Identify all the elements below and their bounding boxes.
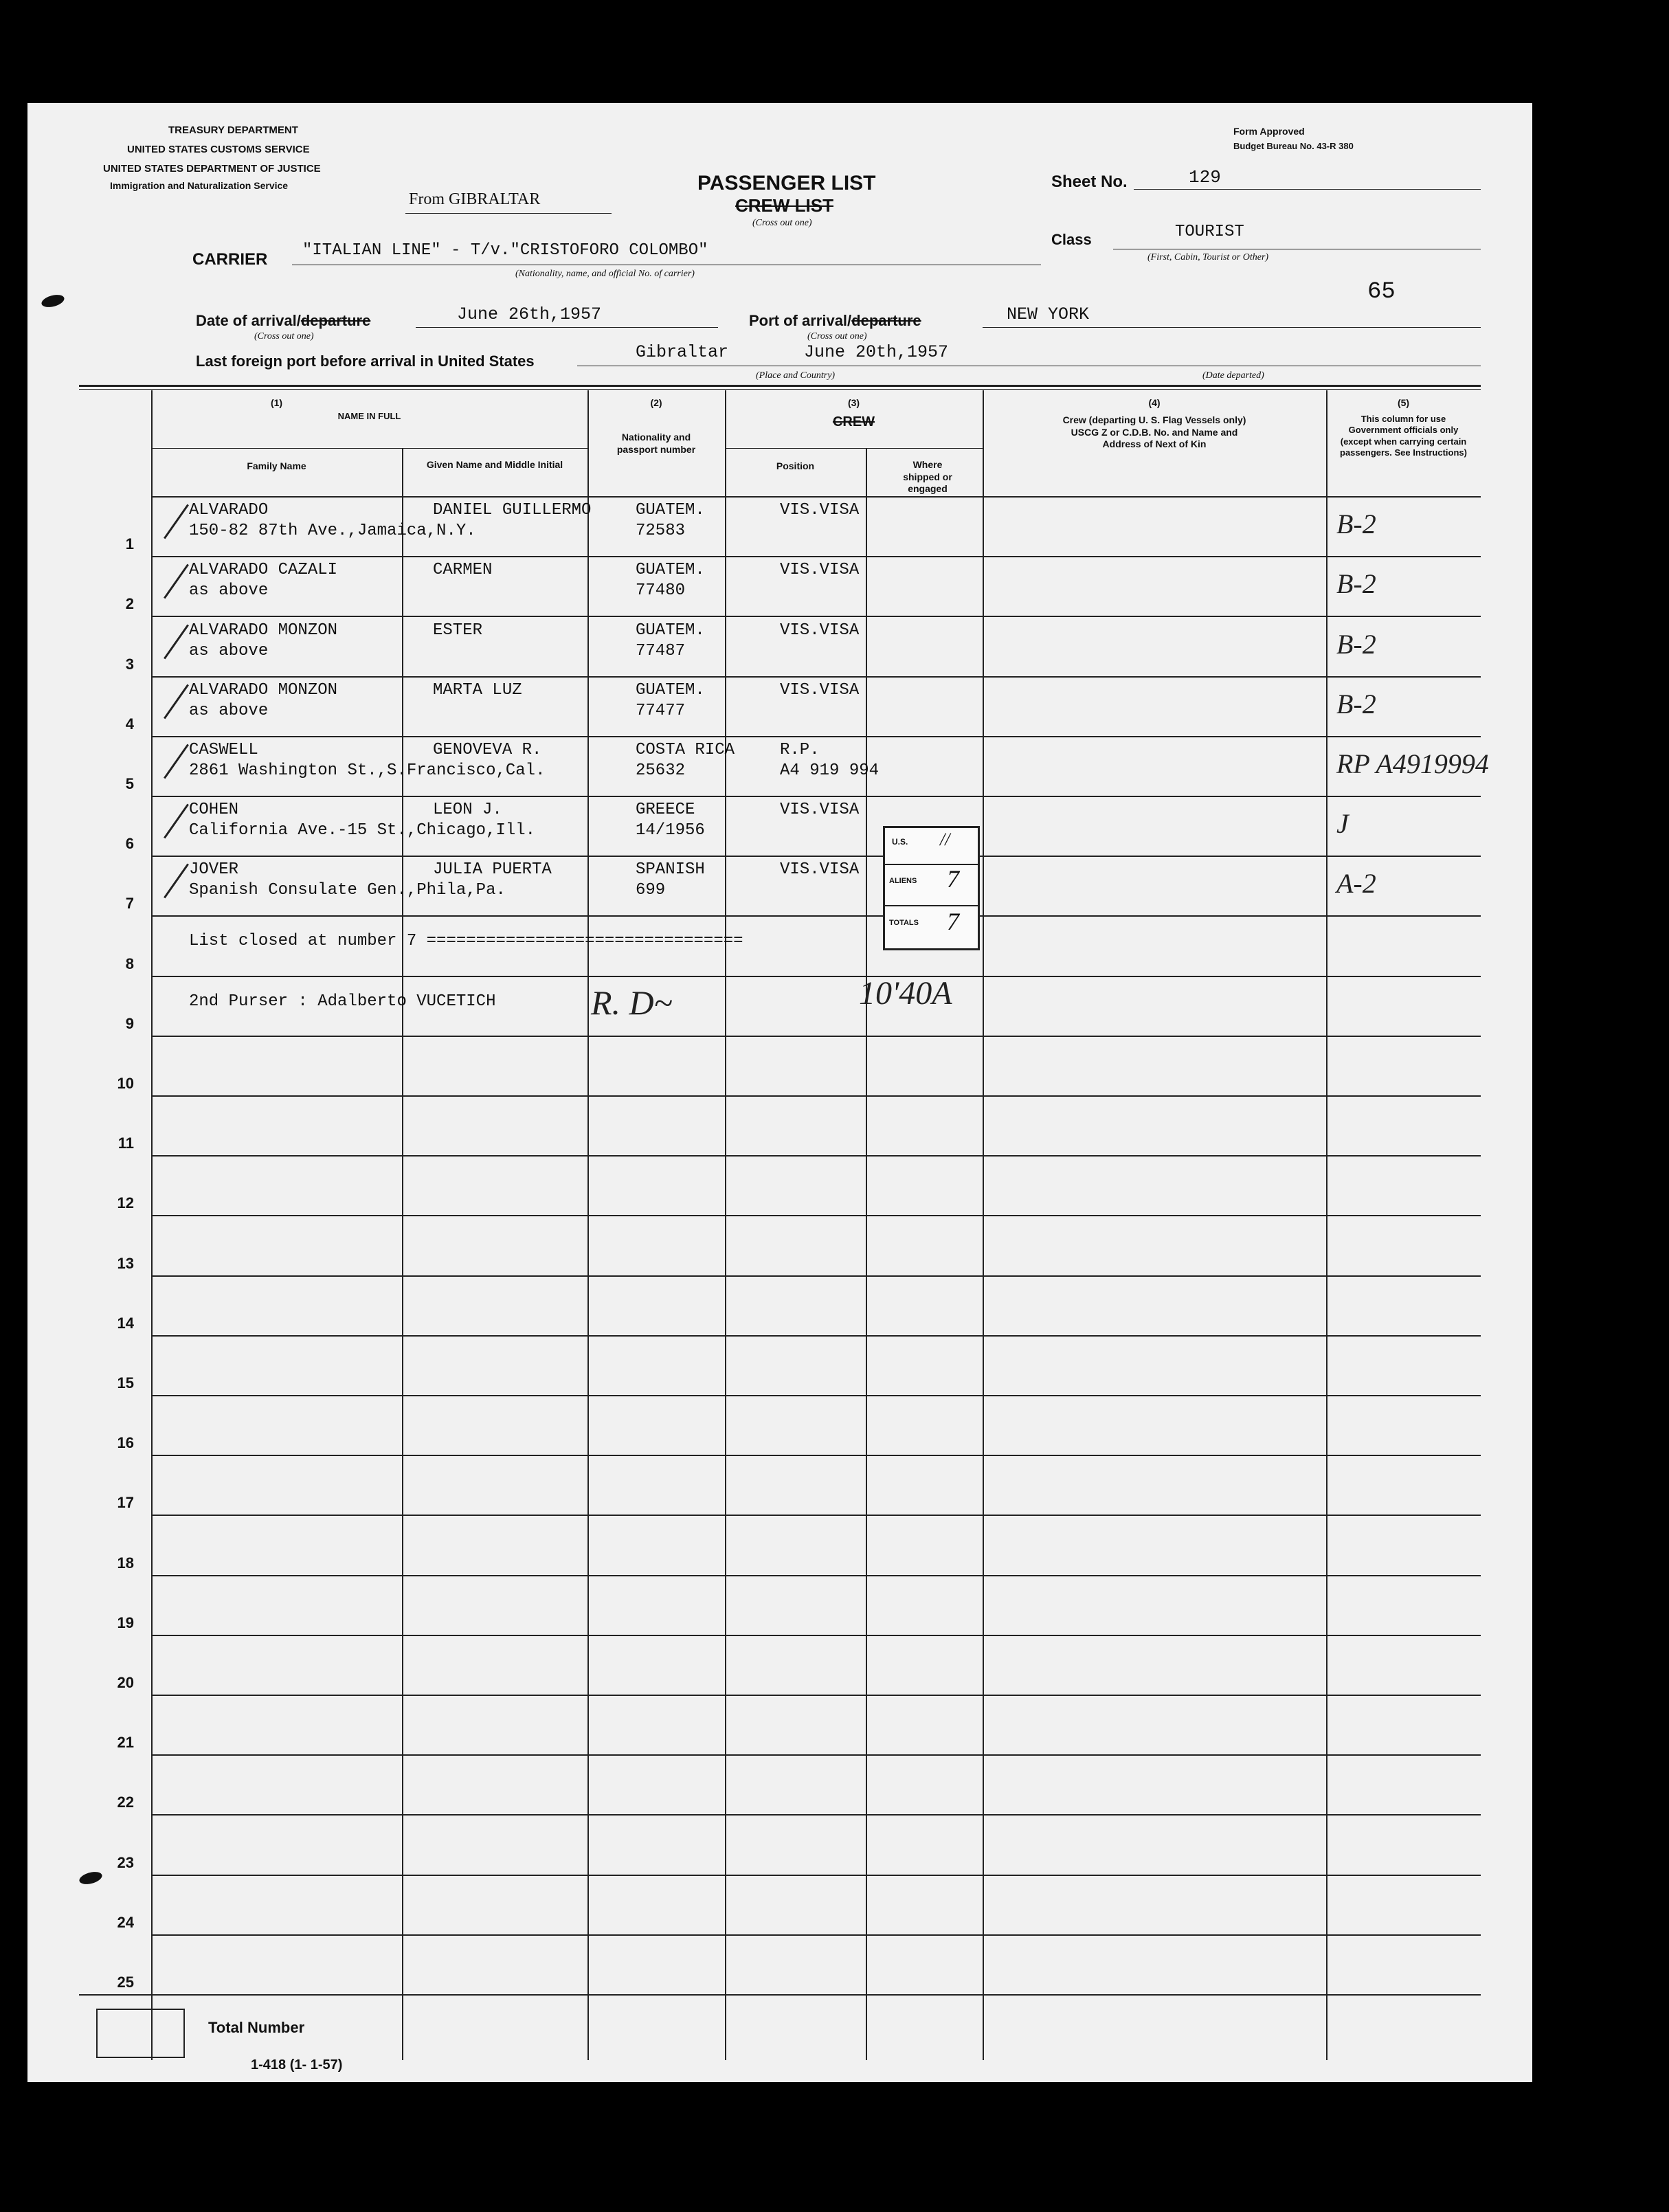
row-number: 16 — [117, 1434, 134, 1451]
port-departure-struck: departure — [851, 312, 921, 329]
row-number: 3 — [125, 656, 134, 673]
row-number: 13 — [117, 1255, 134, 1272]
arrival-stamp — [883, 826, 980, 950]
official-annotation: A-2 — [1336, 868, 1376, 899]
row-number: 19 — [117, 1614, 134, 1631]
departure-struck: departure — [300, 312, 371, 329]
time-note: 10'40A — [859, 975, 952, 1012]
official-annotation: B-2 — [1336, 629, 1376, 660]
row-divider — [151, 616, 1481, 617]
last-port-date: June 20th,1957 — [804, 342, 949, 362]
col1-number: (1) — [270, 397, 283, 408]
official-annotation: RP A4919994 — [1336, 748, 1489, 779]
page-title: PASSENGER LIST — [697, 172, 876, 194]
sheet-number: 129 — [1189, 167, 1221, 188]
family-name: JOVER — [189, 860, 239, 879]
stamp-aliens-label: ALIENS — [889, 877, 917, 885]
purser-signature: R. D~ — [591, 983, 673, 1022]
date-departed-hint: (Date departed) — [1202, 370, 1264, 381]
row-divider — [151, 1275, 1481, 1277]
total-number-label: Total Number — [208, 2019, 305, 2036]
given-name: GENOVEVA R. — [433, 741, 542, 759]
row-number: 15 — [117, 1374, 134, 1392]
purser-line: 2nd Purser : Adalberto VUCETICH — [189, 992, 496, 1011]
row-number: 1 — [125, 535, 134, 552]
sheet-label: Sheet No. — [1051, 172, 1128, 191]
address: as above — [189, 702, 269, 720]
passport-number: 25632 — [636, 761, 686, 780]
row-divider — [151, 676, 1481, 678]
family-name-head: Family Name — [247, 460, 306, 471]
family-name: ALVARADO MONZON — [189, 681, 338, 700]
row-number: 22 — [117, 1794, 134, 1811]
passport-number: 14/1956 — [636, 821, 705, 840]
stamp-us-label: U.S. — [892, 837, 908, 847]
crew-head: CREW — [832, 414, 875, 429]
col4-title: Crew (departing U. S. Flag Vessels only) USCG Z or C.D.B. No. and Name and Address of Next of Kin — [1062, 414, 1246, 449]
row-divider — [151, 856, 1481, 857]
carrier-value: "ITALIAN LINE" - T/v."CRISTOFORO COLOMBO" — [302, 241, 708, 260]
official-annotation: B-2 — [1336, 509, 1376, 539]
row-number: 11 — [117, 1135, 134, 1152]
budget-bureau: Budget Bureau No. 43-R 380 — [1233, 141, 1354, 151]
agency-line-3: UNITED STATES DEPARTMENT OF JUSTICE — [103, 163, 321, 175]
row-number: 24 — [117, 1914, 134, 1931]
check-mark — [164, 864, 189, 899]
row-number: 6 — [125, 835, 134, 852]
family-name: ALVARADO MONZON — [189, 621, 338, 640]
form-approved: Form Approved — [1233, 126, 1305, 137]
row-number: 5 — [125, 775, 134, 792]
col2-title: Nationality and passport number — [616, 432, 696, 455]
stamp-totals-value: 7 — [947, 908, 959, 935]
row-number: 9 — [125, 1015, 134, 1032]
family-name: COHEN — [189, 801, 239, 819]
margin-mark-bottom — [78, 1870, 104, 1886]
given-name: MARTA LUZ — [433, 681, 522, 700]
row-divider — [151, 1754, 1481, 1756]
position: VIS.VISA — [780, 801, 860, 819]
check-mark — [164, 564, 189, 599]
position: VIS.VISA — [780, 681, 860, 700]
col3-number: (3) — [847, 397, 860, 408]
row-divider — [151, 1395, 1481, 1396]
position: VIS.VISA — [780, 501, 860, 520]
row-divider — [151, 976, 1481, 977]
agency-line-4: Immigration and Naturalization Service — [110, 180, 289, 191]
row-divider — [151, 1575, 1481, 1576]
address: 150-82 87th Ave.,Jamaica,N.Y. — [189, 522, 476, 540]
arrival-date: June 26th,1957 — [457, 304, 602, 324]
row-number: 8 — [125, 955, 134, 972]
address: Spanish Consulate Gen.,Phila,Pa. — [189, 881, 506, 900]
official-annotation: J — [1336, 808, 1349, 839]
date-hint: (Cross out one) — [254, 331, 314, 342]
official-annotation: B-2 — [1336, 689, 1376, 719]
nationality: GREECE — [636, 801, 695, 819]
where-shipped-head: Where shipped or engaged — [903, 459, 952, 494]
last-port-value: Gibraltar — [636, 342, 729, 362]
last-port-label: Last foreign port before arrival in United States — [196, 353, 535, 370]
table-bottom — [79, 1994, 1481, 1996]
address: California Ave.-15 St.,Chicago,Ill. — [189, 821, 536, 840]
address: as above — [189, 581, 269, 600]
cross-out-hint: (Cross out one) — [752, 218, 812, 228]
row-divider — [151, 1215, 1481, 1216]
position: R.P. — [780, 741, 820, 759]
carrier-label: CARRIER — [192, 250, 268, 269]
col5-title: This column for use Government officials only (except when carrying certain passengers. See Instructions) — [1340, 414, 1467, 458]
class-value: TOURIST — [1175, 223, 1244, 241]
col2-number: (2) — [650, 397, 662, 408]
row-number: 7 — [125, 895, 134, 912]
date-label: Date of arrival/departure — [196, 312, 371, 329]
crew-list-struck: CREW LIST — [735, 195, 833, 216]
row-divider — [151, 1934, 1481, 1936]
row-divider — [151, 556, 1481, 557]
check-mark — [164, 744, 189, 779]
family-name: ALVARADO — [189, 501, 269, 520]
passport-number: 77480 — [636, 581, 686, 600]
arrival-port: NEW YORK — [1007, 304, 1090, 324]
nationality: GUATEM. — [636, 621, 705, 640]
row-number: 21 — [117, 1734, 134, 1751]
address: 2861 Washington St.,S.Francisco,Cal. — [189, 761, 546, 780]
check-mark — [164, 684, 189, 719]
row-divider — [151, 736, 1481, 737]
form-number: 1-418 (1- 1-57) — [251, 2057, 343, 2073]
passport-number: 77487 — [636, 642, 686, 660]
position: VIS.VISA — [780, 860, 860, 879]
agency-line-1: TREASURY DEPARTMENT — [168, 124, 298, 136]
margin-mark-top — [41, 293, 66, 309]
nationality: COSTA RICA — [636, 741, 735, 759]
row-number: 25 — [117, 1974, 134, 1991]
row-divider — [151, 1515, 1481, 1516]
row-number: 17 — [117, 1494, 134, 1511]
row-divider — [151, 1635, 1481, 1636]
row-divider — [151, 1335, 1481, 1337]
col1-title: NAME IN FULL — [337, 411, 401, 421]
carrier-hint: (Nationality, name, and official No. of carrier) — [515, 269, 695, 279]
total-number-box — [96, 2009, 185, 2058]
family-name: ALVARADO CAZALI — [189, 561, 338, 579]
official-annotation: B-2 — [1336, 568, 1376, 599]
page-number: 65 — [1367, 279, 1396, 305]
given-name-head: Given Name and Middle Initial — [426, 459, 563, 470]
row-number: 14 — [117, 1315, 134, 1332]
given-name: CARMEN — [433, 561, 493, 579]
row-divider — [151, 796, 1481, 797]
col4-number: (4) — [1148, 397, 1161, 408]
row-number: 12 — [117, 1194, 134, 1211]
row-number: 18 — [117, 1554, 134, 1572]
stamp-aliens-value: 7 — [947, 865, 959, 893]
position-number: A4 919 994 — [780, 761, 880, 780]
check-mark — [164, 504, 189, 539]
given-name: JULIA PUERTA — [433, 860, 552, 879]
position: VIS.VISA — [780, 621, 860, 640]
document-page — [27, 103, 1532, 2082]
given-name: ESTER — [433, 621, 483, 640]
from-port: From GIBRALTAR — [409, 190, 541, 208]
row-divider — [151, 1695, 1481, 1696]
passport-number: 699 — [636, 881, 666, 900]
row-divider — [151, 1155, 1481, 1157]
passport-number: 77477 — [636, 702, 686, 720]
list-closed-line: List closed at number 7 ================================ — [189, 932, 743, 950]
position: VIS.VISA — [780, 561, 860, 579]
given-name: LEON J. — [433, 801, 502, 819]
class-label: Class — [1051, 231, 1092, 248]
nationality: GUATEM. — [636, 501, 705, 520]
port-hint: (Cross out one) — [807, 331, 867, 342]
position-head: Position — [776, 460, 815, 471]
nationality: SPANISH — [636, 860, 705, 879]
passport-number: 72583 — [636, 522, 686, 540]
address: as above — [189, 642, 269, 660]
row-number: 20 — [117, 1674, 134, 1691]
stamp-totals-label: TOTALS — [889, 919, 919, 927]
stamp-us-value: // — [940, 829, 950, 849]
row-number: 4 — [125, 715, 134, 733]
row-number: 10 — [117, 1075, 134, 1092]
port-label: Port of arrival/departure — [749, 312, 921, 329]
nationality: GUATEM. — [636, 561, 705, 579]
check-mark — [164, 804, 189, 839]
given-name: DANIEL GUILLERMO — [433, 501, 592, 520]
col5-number: (5) — [1397, 397, 1410, 408]
family-name: CASWELL — [189, 741, 258, 759]
nationality: GUATEM. — [636, 681, 705, 700]
row-number: 2 — [125, 595, 134, 612]
place-hint: (Place and Country) — [756, 370, 836, 381]
class-hint: (First, Cabin, Tourist or Other) — [1147, 252, 1269, 262]
row-divider — [151, 1875, 1481, 1876]
row-divider — [151, 1036, 1481, 1037]
row-divider — [151, 1455, 1481, 1456]
row-divider — [151, 1095, 1481, 1097]
row-number: 23 — [117, 1854, 134, 1871]
check-mark — [164, 625, 189, 660]
row-divider — [151, 1814, 1481, 1816]
row-divider — [151, 915, 1481, 917]
agency-line-2: UNITED STATES CUSTOMS SERVICE — [127, 144, 310, 155]
